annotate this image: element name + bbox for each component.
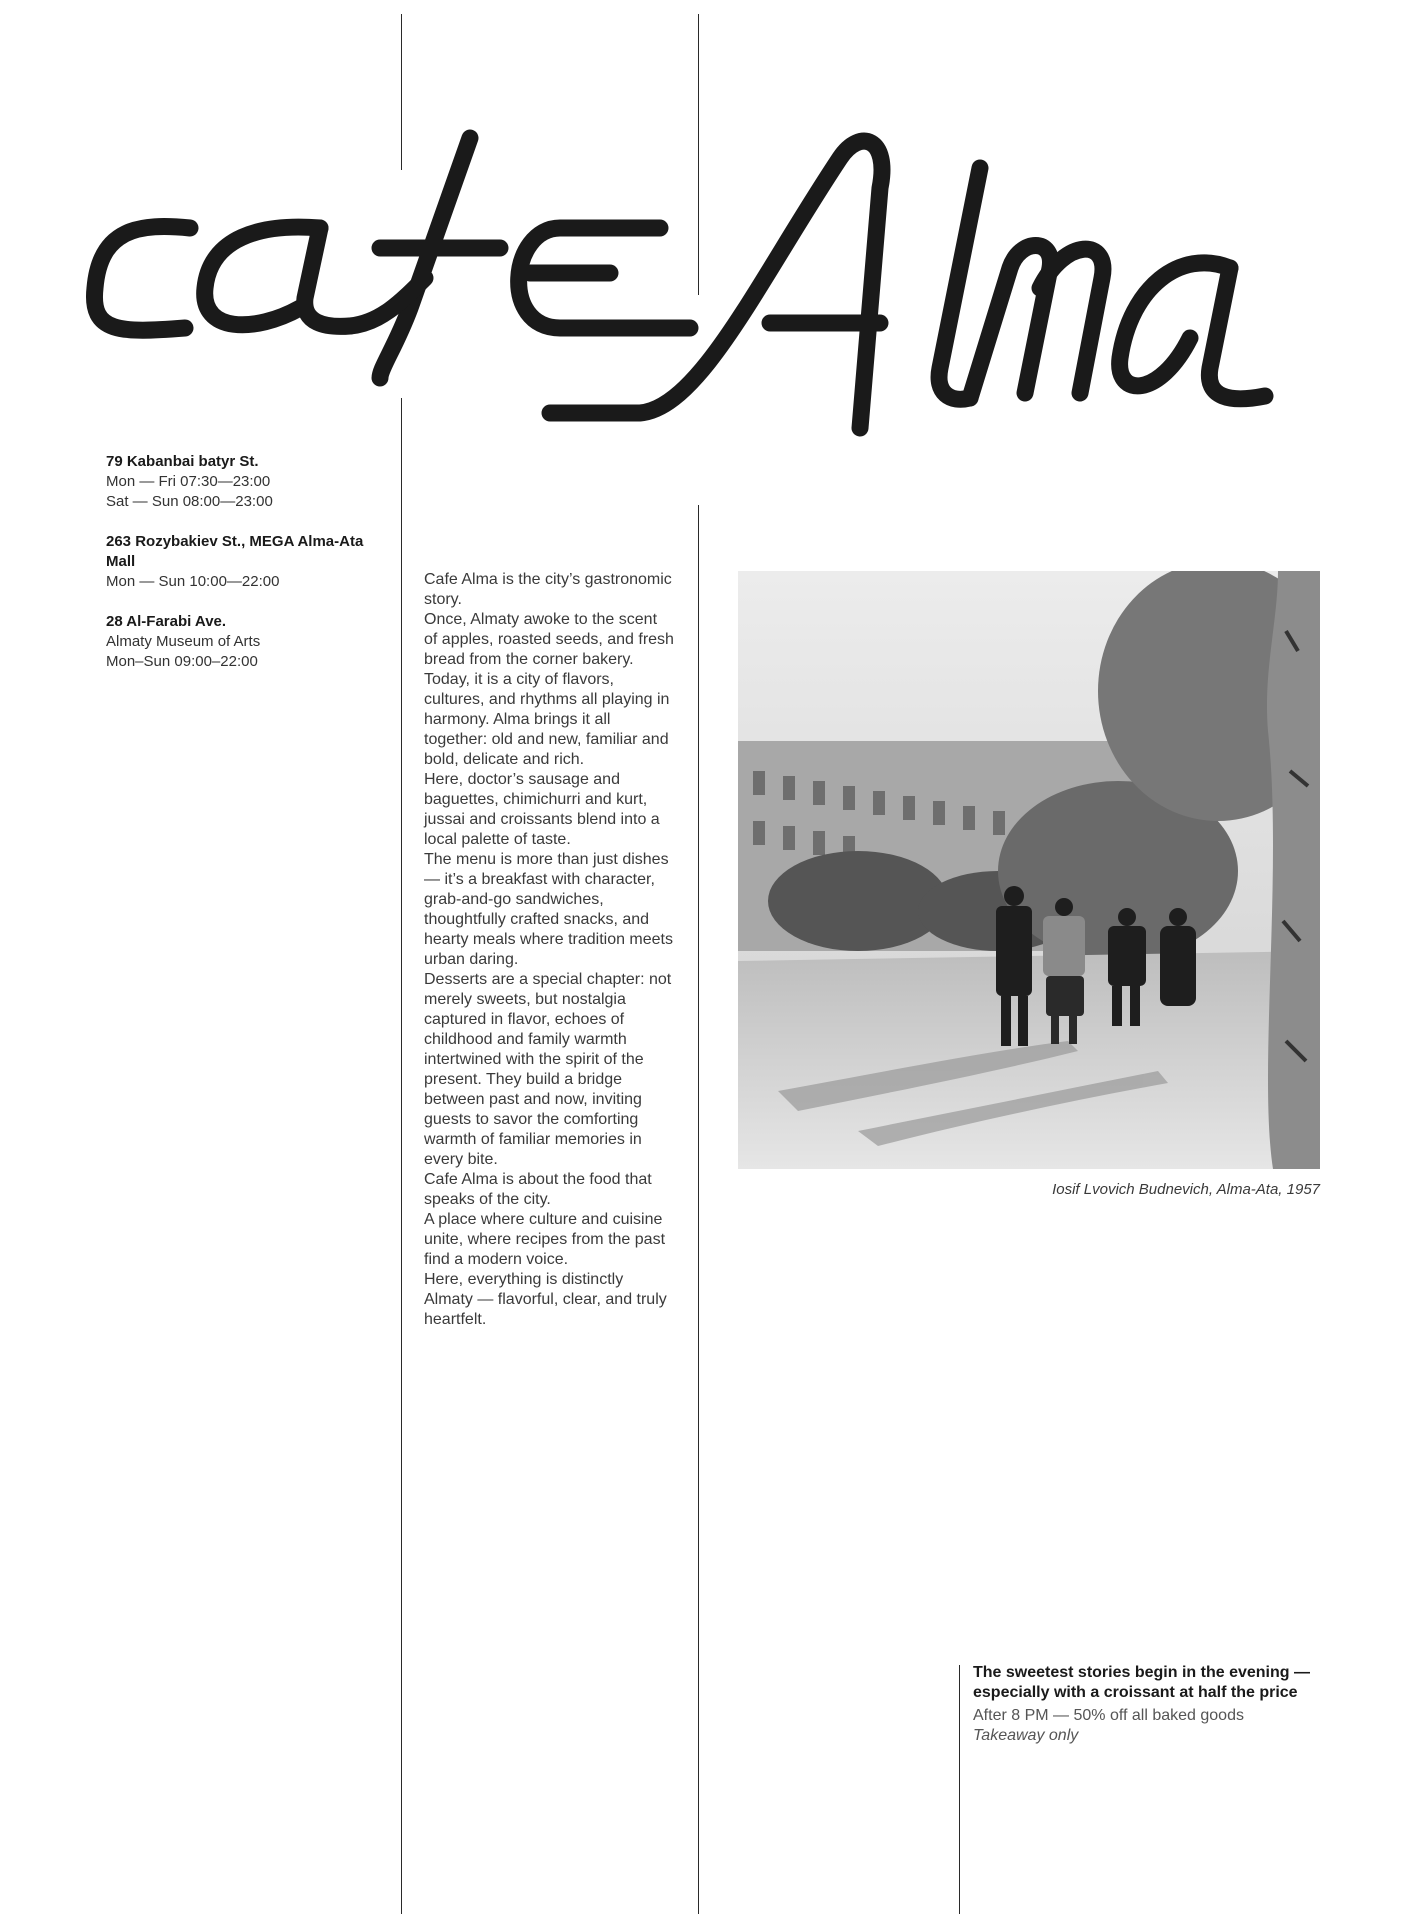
promo-rule — [959, 1665, 960, 1914]
location-venue: Almaty Museum of Arts — [106, 633, 261, 650]
location-name: 79 Kabanbai batyr St. — [106, 453, 259, 470]
location-name: 263 Rozybakiev St., MEGA Alma-Ata Mall — [106, 533, 364, 570]
story-paragraph: Here, everything is distinctly Almaty — flavorful, clear, and truly heartfelt. — [424, 1271, 667, 1328]
promo-details: After 8 PM — 50% off all baked goods — [973, 1707, 1244, 1724]
evening-promo — [973, 1663, 1323, 1746]
story-paragraph: Cafe Alma is the city’s gastronomic story. — [424, 571, 672, 608]
story-paragraph: Once, Almaty awoke to the scent of apples, roasted seeds, and fresh bread from the corner bakery. Today, it is a city of flavors, cultures, and rhythms all playing in harmony. Alma brings it all together: old and new, familiar and bold, delicate and rich. — [424, 611, 674, 768]
story-paragraph: Cafe Alma is about the food that speaks of the city. — [424, 1171, 652, 1208]
location-hours: Mon–Sun 09:00–22:00 — [106, 653, 258, 670]
locations-list — [106, 452, 386, 692]
location-hours: Mon — Sun 10:00—22:00 — [106, 573, 280, 590]
location-al-farabi — [106, 612, 386, 672]
cafe-alma-logo — [80, 128, 1350, 458]
story-paragraph: A place where culture and cuisine unite, where recipes from the past find a modern voice. — [424, 1211, 666, 1268]
promo-heading: The sweetest stories begin in the evening — especially with a croissant at half the price — [973, 1664, 1310, 1701]
street-scene-image — [738, 571, 1320, 1169]
story-paragraph: The menu is more than just dishes — it’s a breakfast with character, grab-and-go sandwiches, thoughtfully crafted snacks, and hearty meals where tradition meets urban daring. — [424, 851, 673, 968]
story-paragraph: Here, doctor’s sausage and baguettes, chimichurri and kurt, jussai and croissants blend into a local palette of taste. — [424, 771, 660, 848]
promo-note: Takeaway only — [973, 1727, 1079, 1744]
location-kabanbai — [106, 452, 386, 512]
story-paragraph: Desserts are a special chapter: not merely sweets, but nostalgia captured in flavor, echoes of childhood and family warmth intertwined with the spirit of the present. They build a bridge between past and now, inviting guests to savor the comforting warmth of familiar memories in every bite. — [424, 971, 672, 1168]
location-hours: Mon — Fri 07:30—23:00 — [106, 473, 271, 490]
location-name: 28 Al-Farabi Ave. — [106, 613, 227, 630]
column-rule-2 — [698, 505, 699, 1914]
location-mega — [106, 532, 386, 592]
column-rule-1 — [401, 398, 402, 1914]
location-hours: Sat — Sun 08:00—23:00 — [106, 493, 273, 510]
story-text — [424, 570, 674, 1330]
photo-caption: Iosif Lvovich Budnevich, Alma-Ata, 1957 — [1052, 1181, 1320, 1198]
historic-photo — [738, 571, 1320, 1169]
